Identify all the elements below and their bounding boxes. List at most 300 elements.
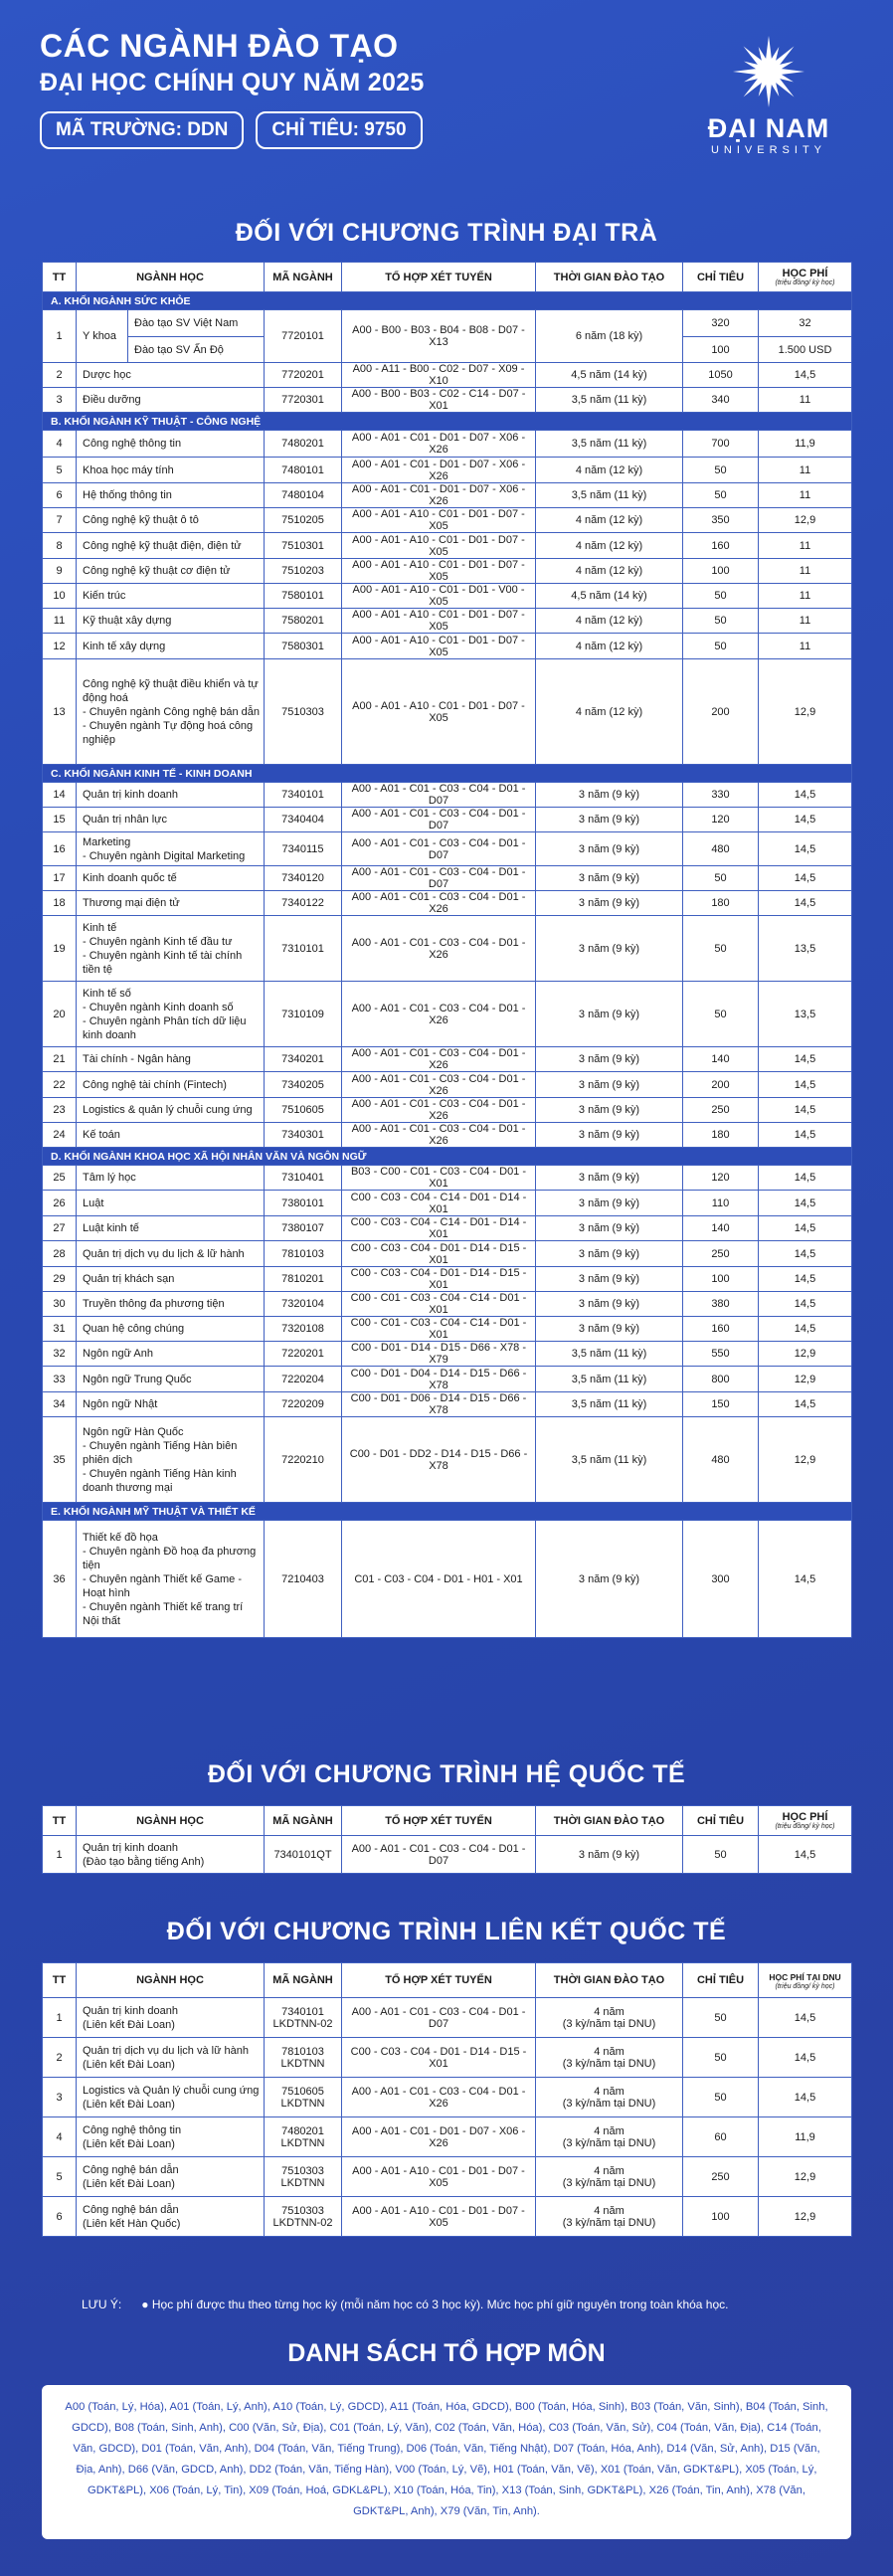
table-row [43,1216,852,1241]
row-duration: 3,5 năm (11 kỳ) [536,483,683,508]
row-major: Công nghệ bán dẫn (Liên kết Hàn Quốc) [77,2197,265,2237]
row-code: 7320108 [265,1317,342,1342]
row-combo: A00 - A01 - A10 - C01 - D01 - D07 - X05 [342,2197,536,2237]
table-row [43,1998,852,2038]
section-title-joint: ĐỐI VỚI CHƯƠNG TRÌNH LIÊN KẾT QUỐC TẾ [166,1918,727,1945]
row-duration: 4 năm (12 kỳ) [536,508,683,533]
row-quota: 340 [683,388,759,413]
row-tt: 25 [43,1166,77,1191]
col-major: NGÀNH HỌC [77,1963,265,1998]
table-row [43,1267,852,1292]
row-major: Quản trị dịch vụ du lịch & lữ hành [77,1241,265,1267]
table-row [43,1123,852,1148]
row-combo: A00 - A01 - C01 - D01 - D07 - X06 - X26 [342,458,536,483]
col-combo: TỔ HỢP XÉT TUYỂN [342,263,536,292]
row-duration: 3 năm (9 kỳ) [536,1216,683,1241]
row-duration: 3 năm (9 kỳ) [536,1521,683,1638]
table-row [43,2078,852,2117]
row-major: Khoa học máy tính [77,458,265,483]
row-duration: 4 năm (12 kỳ) [536,634,683,659]
row-fee: 14,5 [759,1047,852,1072]
col-fee-label: HỌC PHÍ TẠI DNU [769,1971,841,1982]
row-code: 7720301 [265,388,342,413]
row-fee: 14,5 [759,1521,852,1638]
table-row [43,431,852,458]
row-fee: 14,5 [759,866,852,891]
row-tt: 36 [43,1521,77,1638]
row-code: 7510303 [265,659,342,765]
row-tt: 5 [43,458,77,483]
row-duration: 3,5 năm (11 kỳ) [536,1367,683,1392]
row-major: Quan hệ công chúng [77,1317,265,1342]
row-fee: 14,5 [759,1191,852,1216]
row-code: 7340122 [265,891,342,916]
row-combo: A00 - A01 - A10 - C01 - D01 - D07 - X05 [342,533,536,559]
row-code: 7810201 [265,1267,342,1292]
row-code: 7340205 [265,1072,342,1098]
row-combo: C00 - D01 - DD2 - D14 - D15 - D66 - X78 [342,1417,536,1503]
category-label: B. KHỐI NGÀNH KỸ THUẬT - CÔNG NGHỆ [43,413,852,431]
row-fee: 14,5 [759,2078,852,2117]
row-fee: 11,9 [759,2117,852,2157]
row-combo: A00 - A01 - C01 - C03 - C04 - D01 - D07 [342,1998,536,2038]
row-quota: 320 [683,310,759,337]
row-sub-major: Đào tạo SV Ấn Độ [128,337,265,363]
row-code: 7220209 [265,1392,342,1417]
row-tt: 1 [43,310,77,363]
col-quota: CHỈ TIÊU [683,1806,759,1836]
row-duration: 3 năm (9 kỳ) [536,982,683,1047]
col-duration: THỜI GIAN ĐÀO TẠO [536,1963,683,1998]
row-code: 7340115 [265,832,342,866]
row-tt: 9 [43,559,77,584]
row-duration: 3 năm (9 kỳ) [536,1191,683,1216]
col-quota: CHỈ TIÊU [683,1963,759,1998]
row-quota: 100 [683,559,759,584]
row-quota: 200 [683,1072,759,1098]
row-duration: 3,5 năm (11 kỳ) [536,1392,683,1417]
row-combo: C00 - D01 - D06 - D14 - D15 - D66 - X78 [342,1392,536,1417]
row-quota: 50 [683,982,759,1047]
row-fee: 14,5 [759,2038,852,2078]
table-row [43,458,852,483]
row-quota: 300 [683,1521,759,1638]
row-duration: 3 năm (9 kỳ) [536,1072,683,1098]
joint-program-table [42,1962,852,2237]
row-duration: 3 năm (9 kỳ) [536,1123,683,1148]
col-fee [759,1963,852,1998]
row-combo: A00 - A01 - A10 - C01 - D01 - D07 - X05 [342,508,536,533]
row-tt: 29 [43,1267,77,1292]
row-duration: 3 năm (9 kỳ) [536,1317,683,1342]
row-code: 7480201 LKDTNN [265,2117,342,2157]
row-duration: 4 năm (3 kỳ/năm tại DNU) [536,2197,683,2237]
table-row [43,1072,852,1098]
row-combo: A00 - A01 - C01 - C03 - C04 - D01 - X26 [342,916,536,982]
table-row [43,1342,852,1367]
row-quota: 100 [683,2197,759,2237]
row-duration: 4 năm (12 kỳ) [536,458,683,483]
row-duration: 3 năm (9 kỳ) [536,891,683,916]
row-duration: 4 năm (12 kỳ) [536,533,683,559]
row-quota: 100 [683,337,759,363]
row-fee: 14,5 [759,1098,852,1123]
row-code: 7510605 [265,1098,342,1123]
row-tt: 2 [43,2038,77,2078]
row-major: Kinh tế - Chuyên ngành Kinh tế đầu tư - Chuyên ngành Kinh tế tài chính tiền tệ [77,916,265,982]
table-row [43,1417,852,1503]
row-duration: 4 năm (3 kỳ/năm tại DNU) [536,2078,683,2117]
row-fee: 14,5 [759,832,852,866]
table-row [43,363,852,388]
row-combo: A00 - A01 - C01 - C03 - C04 - D01 - X26 [342,1047,536,1072]
row-major: Kỹ thuật xây dựng [77,609,265,634]
row-quota: 120 [683,1166,759,1191]
table-row [43,891,852,916]
row-quota: 50 [683,2038,759,2078]
row-major: Kinh doanh quốc tế [77,866,265,891]
row-major: Công nghệ kỹ thuật điện, điện tử [77,533,265,559]
row-tt: 35 [43,1417,77,1503]
row-major: Điều dưỡng [77,388,265,413]
row-duration: 4,5 năm (14 kỳ) [536,363,683,388]
row-quota: 160 [683,533,759,559]
row-combo: A00 - A01 - C01 - C03 - C04 - D01 - X26 [342,2078,536,2117]
row-major: Kiến trúc [77,584,265,609]
row-quota: 50 [683,483,759,508]
row-combo: C00 - C03 - C04 - C14 - D01 - D14 - X01 [342,1216,536,1241]
row-fee: 14,5 [759,1123,852,1148]
table-row [43,2157,852,2197]
row-major: Y khoa [77,310,128,363]
table-row [43,783,852,808]
row-duration: 4 năm (3 kỳ/năm tại DNU) [536,2038,683,2078]
table-row [43,388,852,413]
row-fee: 14,5 [759,1216,852,1241]
row-tt: 10 [43,584,77,609]
row-duration: 3,5 năm (11 kỳ) [536,1342,683,1367]
row-quota: 200 [683,659,759,765]
note [82,2298,729,2311]
row-combo: A00 - A01 - A10 - C01 - D01 - D07 - X05 [342,609,536,634]
row-code: 7510301 [265,533,342,559]
category-label: C. KHỐI NGÀNH KINH TẾ - KINH DOANH [43,765,852,783]
note-label: LƯU Ý: [82,2298,122,2311]
row-code: 7220201 [265,1342,342,1367]
row-code: 7340404 [265,808,342,832]
row-duration: 3 năm (9 kỳ) [536,916,683,982]
row-fee: 11 [759,388,852,413]
row-duration: 3 năm (9 kỳ) [536,783,683,808]
row-major: Tài chính - Ngân hàng [77,1047,265,1072]
logo-name: ĐẠI NAM [707,113,830,143]
sun-logo-icon [729,32,808,111]
row-code: 7720101 [265,310,342,363]
row-duration: 3 năm (9 kỳ) [536,832,683,866]
row-fee: 12,9 [759,1367,852,1392]
row-fee: 12,9 [759,659,852,765]
table-row [43,483,852,508]
row-tt: 33 [43,1367,77,1392]
row-fee: 13,5 [759,916,852,982]
row-major: Luật [77,1191,265,1216]
row-quota: 330 [683,783,759,808]
row-quota: 180 [683,1123,759,1148]
row-major: Thương mại điện tử [77,891,265,916]
row-major: Công nghệ thông tin [77,431,265,458]
row-code: 7480104 [265,483,342,508]
col-fee [759,263,852,292]
row-code: 7310109 [265,982,342,1047]
row-fee: 14,5 [759,808,852,832]
row-code: 7340101QT [265,1836,342,1874]
row-combo: A00 - A01 - A10 - C01 - D01 - V00 - X05 [342,584,536,609]
row-fee: 1.500 USD [759,337,852,363]
row-major: Công nghệ tài chính (Fintech) [77,1072,265,1098]
row-quota: 380 [683,1292,759,1317]
row-fee: 11 [759,533,852,559]
col-combo: TỔ HỢP XÉT TUYỂN [342,1963,536,1998]
table-row [43,1241,852,1267]
international-program-table [42,1805,852,1874]
row-combo: A00 - A01 - A10 - C01 - D01 - D07 - X05 [342,634,536,659]
table-row [43,584,852,609]
row-duration: 3 năm (9 kỳ) [536,1047,683,1072]
table-row [43,634,852,659]
row-quota: 480 [683,1417,759,1503]
row-duration: 4 năm (12 kỳ) [536,659,683,765]
row-tt: 17 [43,866,77,891]
col-code: MÃ NGÀNH [265,263,342,292]
row-tt: 23 [43,1098,77,1123]
col-combo: TỔ HỢP XÉT TUYỂN [342,1806,536,1836]
row-major: Kinh tế xây dựng [77,634,265,659]
row-combo: C00 - D01 - D04 - D14 - D15 - D66 - X78 [342,1367,536,1392]
row-combo: A00 - A01 - C01 - D01 - D07 - X06 - X26 [342,2117,536,2157]
standard-program-table [42,262,852,1638]
table-row [43,609,852,634]
row-duration: 3,5 năm (11 kỳ) [536,388,683,413]
school-code-badge: MÃ TRƯỜNG: DDN [40,111,244,149]
row-quota: 50 [683,2078,759,2117]
row-major: Ngôn ngữ Nhật [77,1392,265,1417]
row-fee: 11 [759,458,852,483]
row-fee: 14,5 [759,1072,852,1098]
row-fee: 14,5 [759,1317,852,1342]
row-code: 7810103 [265,1241,342,1267]
col-fee-label: HỌC PHÍ [782,268,828,279]
row-quota: 50 [683,866,759,891]
row-quota: 160 [683,1317,759,1342]
row-major: Quản trị khách sạn [77,1267,265,1292]
logo-subtitle: UNIVERSITY [710,144,826,156]
col-code: MÃ NGÀNH [265,1963,342,1998]
table-row [43,1317,852,1342]
row-fee: 12,9 [759,2197,852,2237]
row-quota: 50 [683,634,759,659]
table-row [43,533,852,559]
table-row [43,982,852,1047]
row-fee: 14,5 [759,891,852,916]
table-row [43,1166,852,1191]
row-quota: 250 [683,1098,759,1123]
row-fee: 12,9 [759,1342,852,1367]
row-combo: C00 - D01 - D14 - D15 - D66 - X78 - X79 [342,1342,536,1367]
row-duration: 3 năm (9 kỳ) [536,1098,683,1123]
combo-list-text: A00 (Toán, Lý, Hóa), A01 (Toán, Lý, Anh), A10 (Toán, Lý, GDCD), A11 (Toán, Hóa, GDCD), B00 (Toán, Hóa, Sinh), B03 (Toán, Văn, Sinh), B04 (Toán, Sinh, GDCD), B08 (Toán, Sinh, Anh), C00 (Văn, Sử, Địa), C01 (Toán, Lý, Văn), C02 (Toán, Văn, Hóa), C03 (Toán, Văn, Sử), C04 (Toán, Văn, Địa), C14 (Toán, Văn, GDCD), D01 (Toán, Văn, Anh), D04 (Toán, Văn, Tiếng Trung), D06 (Toán, Văn, Tiếng Nhật), D07 (Toán, Hóa, Anh), D14 (Văn, Sử, Anh), D15 (Văn, Địa, Anh), D66 (Văn, GDCD, Anh), DD2 (Toán, Văn, Tiếng Hàn), V00 (Toán, Lý, Vẽ), H01 (Toán, Văn, Vẽ), X01 (Toán, Văn, GDKT&PL), X05 (Toán, Lý, GDKT&PL), X06 (Toán, Lý, Tin), X09 (Toán, Hoá, GDKL&PL), X10 (Toán, Hóa, Tin), X13 (Toán, Sinh, GDKT&PL), X26 (Toán, Tin, Anh), X78 (Văn, GDKT&PL, Anh), X79 (Văn, Tin, Anh). [65,2401,828,2517]
row-duration: 4 năm (3 kỳ/năm tại DNU) [536,2117,683,2157]
row-tt: 6 [43,2197,77,2237]
category-row-e [43,1503,852,1521]
row-fee: 12,9 [759,1417,852,1503]
header [40,28,853,177]
row-fee: 14,5 [759,1241,852,1267]
row-code: 7220210 [265,1417,342,1503]
row-tt: 31 [43,1317,77,1342]
row-duration: 3 năm (9 kỳ) [536,1292,683,1317]
row-combo: A00 - B00 - B03 - C02 - C14 - D07 - X01 [342,388,536,413]
row-quota: 480 [683,832,759,866]
category-row-b [43,413,852,431]
row-code: 7480201 [265,431,342,458]
row-major: Thiết kế đồ họa - Chuyên ngành Đồ hoạ đa phương tiện - Chuyên ngành Thiết kế Game - Hoạt hình - Chuyên ngành Thiết kế trang trí Nội thất [77,1521,265,1638]
table-row [43,916,852,982]
section-title-combos: DANH SÁCH TỔ HỢP MÔN [287,2339,606,2367]
row-combo: A00 - A11 - B00 - C02 - D07 - X09 - X10 [342,363,536,388]
row-tt: 5 [43,2157,77,2197]
row-fee: 14,5 [759,1998,852,2038]
row-combo: C01 - C03 - C04 - D01 - H01 - X01 [342,1521,536,1638]
table-row [43,1367,852,1392]
col-quota: CHỈ TIÊU [683,263,759,292]
row-tt: 16 [43,832,77,866]
row-combo: A00 - A01 - C01 - C03 - C04 - D01 - X26 [342,1072,536,1098]
row-combo: A00 - A01 - A10 - C01 - D01 - D07 - X05 [342,559,536,584]
row-major: Quản trị kinh doanh [77,783,265,808]
row-tt: 4 [43,431,77,458]
row-code: 7510303 LKDTNN [265,2157,342,2197]
row-fee: 11 [759,584,852,609]
col-fee-label: HỌC PHÍ [782,1811,828,1823]
row-combo: A00 - A01 - C01 - D01 - D07 - X06 - X26 [342,483,536,508]
row-code: 7510605 LKDTNN [265,2078,342,2117]
col-fee-sub: (triệu đồng/ kỳ học) [775,1823,835,1830]
row-duration: 3 năm (9 kỳ) [536,1836,683,1874]
category-label: E. KHỐI NGÀNH MỸ THUẬT VÀ THIẾT KẾ [43,1503,852,1521]
row-major: Công nghệ bán dẫn (Liên kết Đài Loan) [77,2157,265,2197]
row-code: 7480101 [265,458,342,483]
table-row [43,2197,852,2237]
row-code: 7510203 [265,559,342,584]
row-tt: 2 [43,363,77,388]
row-quota: 140 [683,1047,759,1072]
row-major: Quản trị kinh doanh (Đào tạo bằng tiếng Anh) [77,1836,265,1874]
row-code: 7340101 LKDTNN-02 [265,1998,342,2038]
row-fee: 14,5 [759,783,852,808]
row-quota: 50 [683,584,759,609]
row-quota: 1050 [683,363,759,388]
category-label: D. KHỐI NGÀNH KHOA HỌC XÃ HỘI NHÂN VĂN VÀ NGÔN NGỮ [43,1148,852,1166]
table-row [43,1392,852,1417]
row-tt: 14 [43,783,77,808]
table-row [43,1292,852,1317]
row-tt: 27 [43,1216,77,1241]
category-row-a [43,292,852,310]
row-tt: 34 [43,1392,77,1417]
row-duration: 3,5 năm (11 kỳ) [536,431,683,458]
row-quota: 140 [683,1216,759,1241]
col-code: MÃ NGÀNH [265,1806,342,1836]
row-fee: 12,9 [759,508,852,533]
table-row [43,2038,852,2078]
row-code: 7810103 LKDTNN [265,2038,342,2078]
row-tt: 4 [43,2117,77,2157]
row-tt: 6 [43,483,77,508]
row-combo: A00 - A01 - C01 - C03 - C04 - D01 - X26 [342,982,536,1047]
table-row [43,832,852,866]
row-major: Công nghệ kỹ thuật cơ điện tử [77,559,265,584]
row-code: 7510205 [265,508,342,533]
col-duration: THỜI GIAN ĐÀO TẠO [536,1806,683,1836]
row-combo: C00 - C03 - C04 - D01 - D14 - D15 - X01 [342,1267,536,1292]
row-tt: 32 [43,1342,77,1367]
row-code: 7340101 [265,783,342,808]
row-duration: 4,5 năm (14 kỳ) [536,584,683,609]
row-major: Luật kinh tế [77,1216,265,1241]
row-quota: 50 [683,458,759,483]
row-tt: 3 [43,388,77,413]
row-duration: 3 năm (9 kỳ) [536,1267,683,1292]
table-row [43,866,852,891]
row-fee: 14,5 [759,1292,852,1317]
row-quota: 800 [683,1367,759,1392]
row-quota: 50 [683,1836,759,1874]
row-combo: C00 - C03 - C04 - D01 - D14 - D15 - X01 [342,1241,536,1267]
row-tt: 13 [43,659,77,765]
row-tt: 24 [43,1123,77,1148]
row-major: Quản trị kinh doanh (Liên kết Đài Loan) [77,1998,265,2038]
row-major: Quản trị nhân lực [77,808,265,832]
row-combo: A00 - A01 - C01 - C03 - C04 - D01 - D07 [342,1836,536,1874]
row-major: Truyền thông đa phương tiện [77,1292,265,1317]
row-fee: 14,5 [759,1166,852,1191]
row-tt: 21 [43,1047,77,1072]
category-row-c [43,765,852,783]
row-major: Kế toán [77,1123,265,1148]
row-fee: 11 [759,559,852,584]
row-code: 7510303 LKDTNN-02 [265,2197,342,2237]
row-tt: 12 [43,634,77,659]
row-fee: 13,5 [759,982,852,1047]
row-combo: A00 - A01 - A10 - C01 - D01 - D07 - X05 [342,2157,536,2197]
row-duration: 4 năm (3 kỳ/năm tại DNU) [536,1998,683,2038]
row-combo: A00 - A01 - C01 - C03 - C04 - D01 - X26 [342,1123,536,1148]
row-quota: 350 [683,508,759,533]
row-duration: 3 năm (9 kỳ) [536,1166,683,1191]
row-tt: 1 [43,1998,77,2038]
row-fee: 11,9 [759,431,852,458]
row-duration: 3,5 năm (11 kỳ) [536,1417,683,1503]
row-code: 7320104 [265,1292,342,1317]
table-header-row [43,1963,852,1998]
row-major: Tâm lý học [77,1166,265,1191]
row-code: 7340301 [265,1123,342,1148]
page-subtitle: ĐẠI HỌC CHÍNH QUY NĂM 2025 [40,69,425,96]
row-combo: A00 - A01 - C01 - C03 - C04 - D01 - D07 [342,783,536,808]
section-title-standard: ĐỐI VỚI CHƯƠNG TRÌNH ĐẠI TRÀ [235,219,658,247]
row-code: 7580301 [265,634,342,659]
row-duration: 4 năm (12 kỳ) [536,609,683,634]
